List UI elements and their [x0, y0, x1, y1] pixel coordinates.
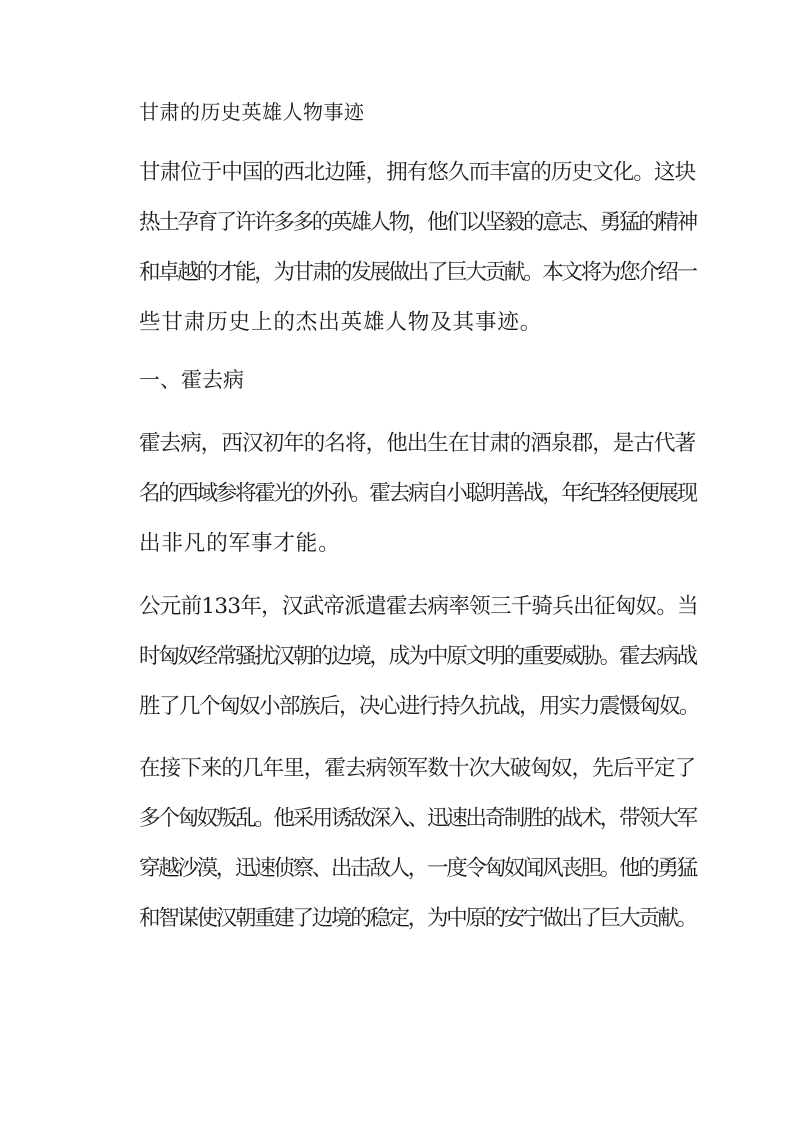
p3-line-1: 在接下来的几年里，霍去病领军数十次大破匈奴，先后平定了 [139, 756, 696, 781]
p2-line-1: 公元前133年，汉武帝派遣霍去病率领三千骑兵出征匈奴。当 [139, 594, 698, 619]
paragraph-1 [139, 419, 699, 569]
p2-line-2: 时匈奴经常骚扰汉朝的边境，成为中原文明的重要威胁。霍去病战 [139, 644, 696, 669]
p3-line-2: 多个匈奴叛乱。他采用诱敌深入、迅速出奇制胜的战术，带领大军 [139, 806, 696, 831]
p1-line-3: 出非凡的军事才能。 [139, 531, 341, 556]
section-heading-huo-qubing: 一、霍去病 [139, 368, 244, 392]
p1-line-2: 名的西域参将霍光的外孙。霍去病自小聪明善战，年纪轻轻便展现 [139, 481, 696, 506]
intro-line-1: 甘肃位于中国的西北边陲，拥有悠久而丰富的历史文化。这块 [139, 160, 696, 185]
intro-line-3: 和卓越的才能，为甘肃的发展做出了巨大贡献。本文将为您介绍一 [139, 260, 696, 285]
p2-line-3: 胜了几个匈奴小部族后，决心进行持久抗战，用实力震慑匈奴。 [139, 694, 700, 719]
p3-line-3: 穿越沙漠，迅速侦察、出击敌人，一度令匈奴闻风丧胆。他的勇猛 [139, 856, 696, 881]
intro-line-2: 热土孕育了许许多多的英雄人物，他们以坚毅的意志、勇猛的精神 [139, 210, 696, 235]
document-title: 甘肃的历史英雄人物事迹 [139, 100, 365, 124]
p1-line-1: 霍去病，西汉初年的名将，他出生在甘肃的酒泉郡，是古代著 [139, 431, 696, 456]
p3-line-4: 和智谋使汉朝重建了边境的稳定，为中原的安宁做出了巨大贡献。 [139, 906, 696, 931]
intro-line-4: 些甘肃历史上的杰出英雄人物及其事迹。 [139, 310, 543, 335]
paragraph-3 [139, 744, 699, 944]
paragraph-2 [139, 582, 699, 732]
intro-paragraph [139, 148, 699, 348]
